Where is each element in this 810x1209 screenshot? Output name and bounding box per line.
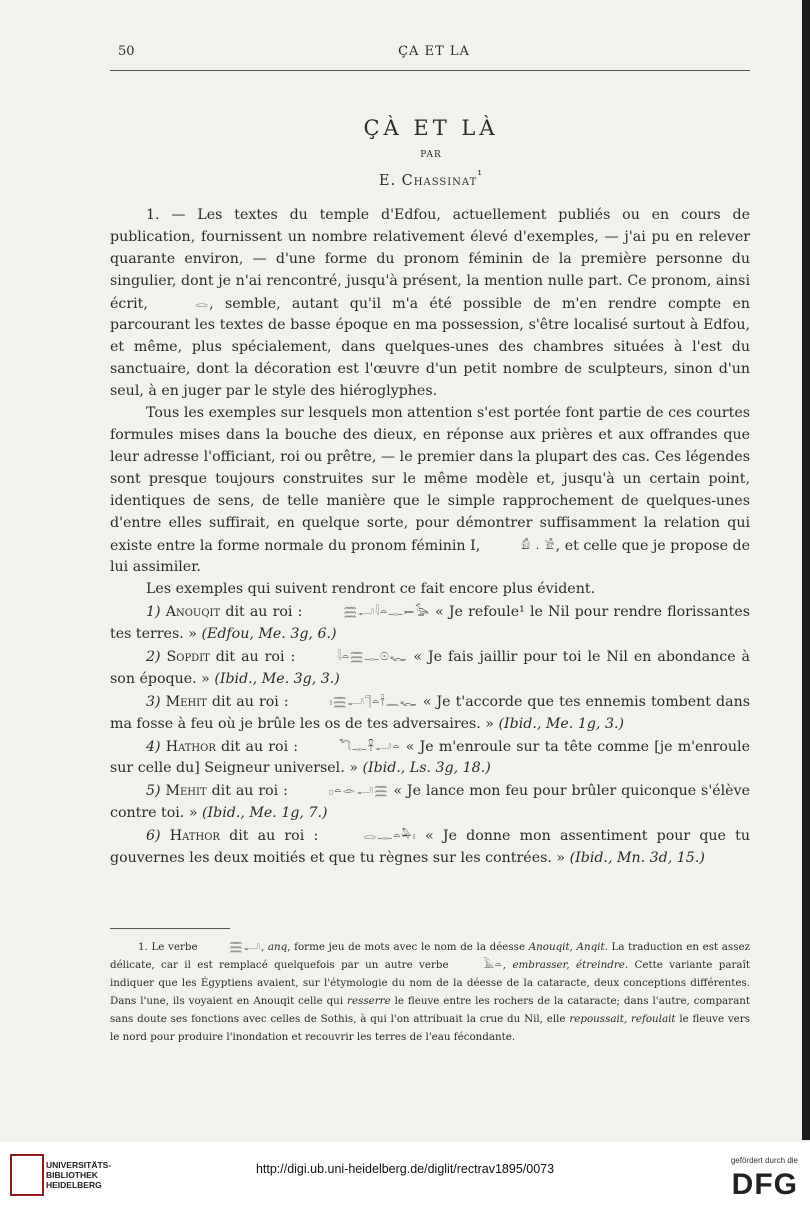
funded-by-label: gefördert durch die: [730, 1156, 798, 1165]
footer-bar: [0, 1142, 810, 1209]
pronoun-pair-glyphs: 𓀁 . 𓀀: [520, 538, 556, 552]
example-6: 6) Hathor dit au roi : 𓂋𓊃𓏏𓅆𓏤 « Je donne mon assentiment pour que tu gouvernes les deux moitiés et que tu règnes sur les contrées. » (Ibid., Mn. 3d, 15.): [110, 825, 750, 870]
example-6-glyphs: 𓂋𓊃𓏏𓅆𓏤: [363, 829, 416, 843]
example-1-glyphs: 𓈗𓂝𓇋𓏏𓊃𓍿𓅭: [343, 605, 430, 619]
example-4-glyphs: 𓆓𓊃𓋹𓂝𓏏: [339, 739, 401, 753]
running-title: ÇA ET LA: [398, 44, 470, 59]
paragraph-1: 1. — Les textes du temple d'Edfou, actuellement publiés ou en cours de publication, fournissent un nombre relativement élevé d'exemples, — j'ai pu en relever quarante environ, — d'une forme du pronom féminin de la première personne du singulier, dont je n'ai rencontré, jusqu'à présent, la mention nulle part. Ce pronom, ainsi écrit, 𓂋, semble, autant qu'il m'a été possible de m'en rendre compte en parcourant les textes de basse époque en ma possession, s'être localisé surtout à Edfou, et même, plus spécialement, dans quelques-unes des chambres situées à l'est du sanctuaire, dont la décoration est l'œuvre d'un petit nombre de sculpteurs, sinon d'un seul, à en juger par le style des hiéroglyphes.: [110, 207, 751, 400]
article-title: ÇÀ ET LÀ: [363, 116, 499, 140]
footnote: 1. Le verbe 𓈗𓂝, anq, forme jeu de mots avec le nom de la déesse Anouqit, Anqit. La traduction en est assez délicate, car il est remplacé quelquefois par un autre verbe 𓄿𓏏, embrasser, étreindre. Cette variante paraît indiquer que les Égyptiens avaient, sur l'étymologie du nom de la déesse de la cataracte, deux conceptions différentes. Dans l'une, ils voyaient en Anouqit celle qui resserre le fleuve entre les rochers de la cataracte; dans l'autre, comparant sans doute ses fonctions avec celles de Sothis, à qui l'on attribuait la crue du Nil, elle repoussait, refoulait le fleuve vers le nord pour produire l'inondation et recouvrir les terres de l'eau fécondante.: [110, 940, 751, 1043]
running-header: [118, 44, 750, 64]
paragraph-3: Les exemples qui suivent rendront ce fait encore plus évident.: [146, 581, 596, 598]
example-4: 4) Hathor dit au roi : 𓆓𓊃𓋹𓂝𓏏 « Je m'enroule sur ta tête comme [je m'enroule sur celle du] Seigneur universel. » (Ibid., Ls. 3g, 18.): [110, 736, 750, 781]
example-3-glyphs: 𓏤𓈗𓂝𓊹𓏏𓌂𓈖𓆑: [329, 694, 418, 708]
dfg-logo: DFG: [731, 1168, 798, 1201]
page-number: 50: [118, 44, 135, 59]
article-body: [110, 205, 750, 870]
example-1: 1) Anouqit dit au roi : 𓈗𓂝𓇋𓏏𓊃𓍿𓅭 « Je refoule¹ le Nil pour rendre florissantes tes terres. » (Edfou, Me. 3g, 6.): [110, 601, 750, 646]
author-name: E. Chassinat: [378, 172, 478, 189]
footnote-glyph-anq: 𓈗𓂝: [229, 940, 261, 953]
example-2-glyphs: 𓇋𓏏𓈗𓊃𓇳𓆑: [337, 649, 408, 663]
author: [0, 168, 810, 189]
library-name: UNIVERSITÄTS- BIBLIOTHEK HEIDELBERG: [46, 1160, 112, 1190]
footnote-glyph-verb: 𓄿𓏏: [482, 958, 503, 971]
example-5: 5) Mehit dit au roi : 𓊪𓏏𓁹𓂝𓈗 « Je lance mon feu pour brûler quiconque s'élève contre toi. » (Ibid., Me. 1g, 7.): [110, 780, 750, 825]
example-3: 3) Mehit dit au roi : 𓏤𓈗𓂝𓊹𓏏𓌂𓈖𓆑 « Je t'accorde que tes ennemis tombent dans ma fosse à feu où je brûle les os de tes adversaires. » (Ibid., Me. 1g, 3.): [110, 691, 750, 736]
permalink[interactable]: http://digi.ub.uni-heidelberg.de/diglit/rectrav1895/0073: [255, 1162, 555, 1176]
example-5-glyphs: 𓊪𓏏𓁹𓂝𓈗: [328, 784, 389, 798]
example-2: 2) Sopdit dit au roi : 𓇋𓏏𓈗𓊃𓇳𓆑 « Je fais jaillir pour toi le Nil en abondance à son époque. » (Ibid., Me. 3g, 3.): [110, 646, 750, 691]
footnote-rule: [110, 928, 230, 929]
paragraph-2: Tous les exemples sur lesquels mon attention s'est portée font partie de ces courtes formules mises dans la bouche des dieux, en réponse aux prières et aux offrandes que leur adresse l'officiant, roi ou prêtre, — le premier dans la plupart des cas. Ces légendes sont presque toujours construites sur le même modèle et, jusqu'à un certain point, identiques de sens, de telle manière que le simple rapprochement de quelques-unes d'entre elles suffirait, en quelque sorte, pour démontrer suffisamment la relation qui existe entre la forme normale du pronom féminin I, 𓀁 . 𓀀, et celle que je propose de lui assimiler.: [110, 405, 751, 576]
header-rule: [110, 70, 750, 71]
by-line: PAR: [420, 150, 442, 160]
author-note-mark: ¹: [477, 168, 484, 182]
pronoun-glyph: 𓂋: [195, 296, 210, 310]
